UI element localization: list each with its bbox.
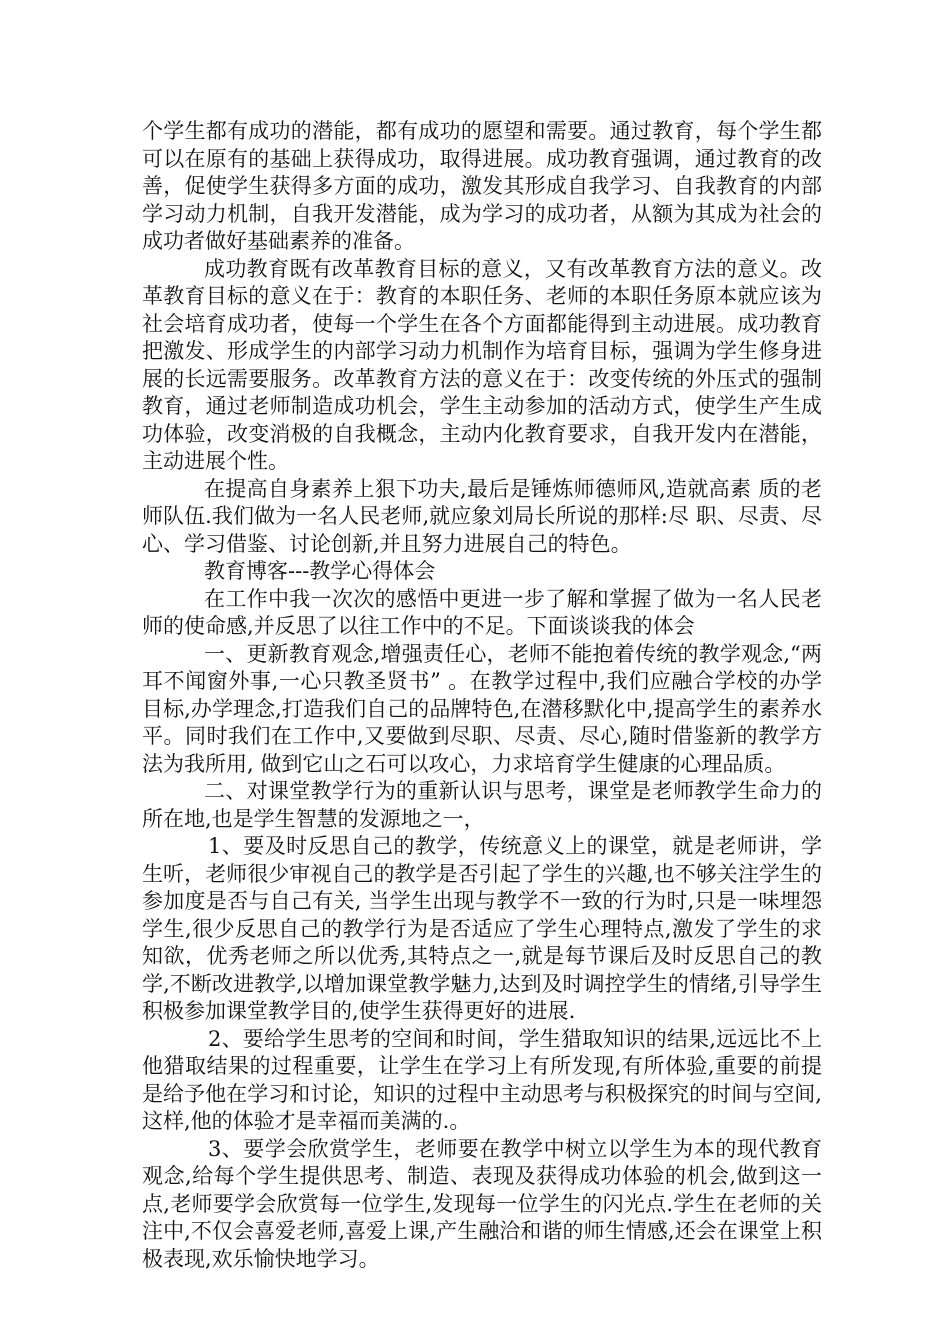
- paragraph-subpoint-3: 3、要学会欣赏学生，老师要在教学中树立以学生为本的现代教育观念,给每个学生提供思考、制造、表现及获得成功体验的机会,做到这一点,老师要学会欣赏每一位学生,发现每一位学生的闪光点.学生在老师的关注中,不仅会喜爱老师,喜爱上课,产生融洽和谐的师生情感,还会在课堂上积极表现,欢乐愉快地学习。: [142, 1136, 822, 1271]
- paragraph-reform-meaning: 成功教育既有改革教育目标的意义，又有改革教育方法的意义。改革教育目标的意义在于：教育的本职任务、老师的本职任务原本就应该为社会培育成功者，使每一个学生在各个方面都能得到主动进展。成功教育把激发、形成学生的内部学习动力机制作为培育目标，强调为学生修身进展的长远需要服务。改革教育方法的意义在于：改变传统的外压式的强制教育，通过老师制造成功机会，学生主动参加的活动方式，使学生产生成功体验，改变消极的自我概念，主动内化教育要求，自我开发内在潜能，主动进展个性。: [142, 256, 822, 473]
- paragraph-intro: 在工作中我一次次的感悟中更进一步了解和掌握了做为一名人民老师的使命感,并反思了以往工作中的不足。下面谈谈我的体会: [142, 586, 822, 638]
- paragraph-subpoint-1: 1、要及时反思自己的教学，传统意义上的课堂，就是老师讲，学生听，老师很少审视自己的教学是否引起了学生的兴趣,也不够关注学生的参加度是否与自己有关, 当学生出现与教学不一致的行为时,只是一味埋怨学生,很少反思自己的教学行为是否适应了学生心理特点,激发了学生的求知欲，优秀老师之所以优秀,其特点之一,就是每节课后及时反思自己的教学,不断改进教学,以增加课堂教学魅力,达到及时调控学生的情绪,引导学生积极参加课堂教学目的,使学生获得更好的进展.: [142, 834, 822, 1023]
- section-heading: 教育博客---教学心得体会: [204, 559, 436, 583]
- paragraph-teacher-ethics: 在提高自身素养上狠下功夫,最后是锤炼师德师风,造就高素 质的老师队伍.我们做为一名人民老师,就应象刘局长所说的那样:尽 职、尽责、尽心、学习借鉴、讨论创新,并且努力进展自己的特色。: [142, 476, 822, 556]
- paragraph-subpoint-2: 2、要给学生思考的空间和时间，学生猎取知识的结果,远远比不上他猎取结果的过程重要，让学生在学习上有所发现,有所体验,重要的前提是给予他在学习和讨论，知识的过程中主动思考与积极探究的时间与空间,这样,他的体验才是幸福而美满的.。: [142, 1026, 822, 1133]
- paragraph-success-potential: 个学生都有成功的潜能，都有成功的愿望和需要。通过教育，每个学生都可以在原有的基础上获得成功，取得进展。成功教育强调，通过教育的改善，促使学生获得多方面的成功，激发其形成自我学习、自我教育的内部学习动力机制，自我开发潜能，成为学习的成功者，从额为其成为社会的成功者做好基础素养的准备。: [142, 119, 822, 253]
- paragraph-point-one: 一、更新教育观念,增强责任心，老师不能抱着传统的教学观念,“两耳不闻窗外事,一心只教圣贤书” 。在教学过程中,我们应融合学校的办学目标,办学理念,打造我们自己的品牌特色,在潜移默化中,提高学生的素养水平。同时我们在工作中,又要做到尽职、尽责、尽心,随时借鉴新的教学方法为我所用, 做到它山之石可以攻心，力求培育学生健康的心理品质。: [142, 641, 822, 776]
- document-body: [142, 118, 822, 1273]
- paragraph-point-two: 二、对课堂教学行为的重新认识与思考，课堂是老师教学生命力的所在地,也是学生智慧的发源地之一，: [142, 779, 822, 831]
